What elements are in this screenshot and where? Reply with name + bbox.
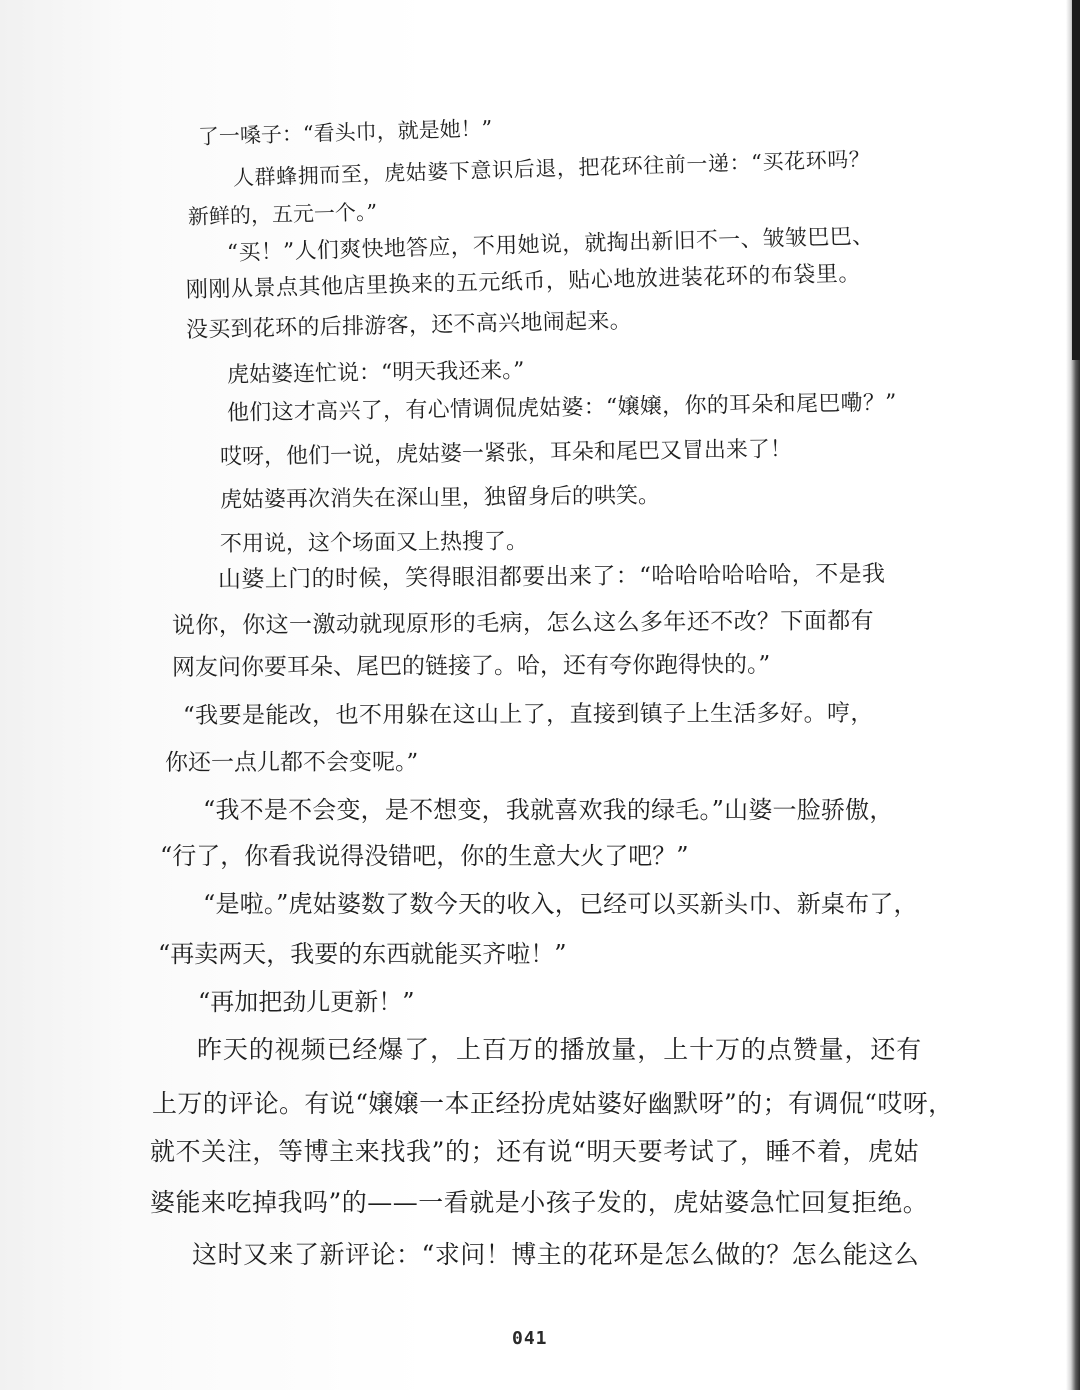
text-line: 说你，你这一激动就现原形的毛病，怎么这么多年还不改？下面都有 <box>171 608 875 639</box>
text-line: 他们这才高兴了，有心情调侃虎姑婆：“嬢嬢，你的耳朵和尾巴嘞？” <box>226 390 897 426</box>
text-line: 这时又来了新评论：“求问！博主的花环是怎么做的？怎么能这么 <box>192 1240 920 1269</box>
text-line: “行了，你看我说得没错吧，你的生意大火了吧？” <box>160 842 689 870</box>
text-line: 新鲜的，五元一个。” <box>187 200 378 229</box>
text-line: 虎姑婆连忙说：“明天我还来。” <box>226 358 525 388</box>
text-line: 哎呀，他们一说，虎姑婆一紧张，耳朵和尾巴又冒出来了！ <box>219 437 793 470</box>
text-line: 不用说，这个场面又上热搜了。 <box>219 529 529 557</box>
text-line: 就不关注，等博主来找我”的；还有说“明天要考试了，睡不着，虎姑 <box>150 1137 920 1166</box>
text-line: 你还一点儿都不会变呢。” <box>164 749 419 776</box>
text-line: 昨天的视频已经爆了，上百万的播放量，上十万的点赞量，还有 <box>197 1035 923 1064</box>
text-line: “我不是不会变，是不想变，我就喜欢我的绿毛。”山婆一脸骄傲， <box>203 796 894 824</box>
text-line: “是啦。”虎姑婆数了数今天的收入，已经可以买新头巾、新桌布了， <box>203 890 918 918</box>
text-line: 刚刚从景点其他店里换来的五元纸币，贴心地放进装花环的布袋里。 <box>185 261 862 303</box>
text-line: 了一嗓子：“看头巾，就是她！” <box>197 116 493 149</box>
text-line: 婆能来吃掉我吗”的——一看就是小孩子发的，虎姑婆急忙回复拒绝。 <box>150 1188 929 1217</box>
text-line: 人群蜂拥而至，虎姑婆下意识后退，把花环往前一递：“买花环吗？ <box>232 147 871 190</box>
text-line: “买！”人们爽快地答应，不用她说，就掏出新旧不一、皱皱巴巴、 <box>226 224 875 266</box>
text-line: “再加把劲儿更新！” <box>198 988 415 1016</box>
page-number: 041 <box>512 1328 548 1349</box>
text-line: 网友问你要耳朵、尾巴的链接了。哈，还有夸你跑得快的。” <box>171 651 771 681</box>
text-line: 山婆上门的时候，笑得眼泪都要出来了：“哈哈哈哈哈哈，不是我 <box>217 561 886 593</box>
text-line: “我要是能改，也不用躲在这山上了，直接到镇子上生活多好。哼， <box>182 700 874 729</box>
text-line: “再卖两天，我要的东西就能买齐啦！” <box>158 940 567 968</box>
text-line: 虎姑婆再次消失在深山里，独留身后的哄笑。 <box>219 483 661 513</box>
text-line: 上万的评论。有说“嬢嬢一本正经扮虎姑婆好幽默呀”的；有调侃“哎呀， <box>152 1089 954 1118</box>
text-line: 没买到花环的后排游客，还不高兴地闹起来。 <box>185 308 633 343</box>
